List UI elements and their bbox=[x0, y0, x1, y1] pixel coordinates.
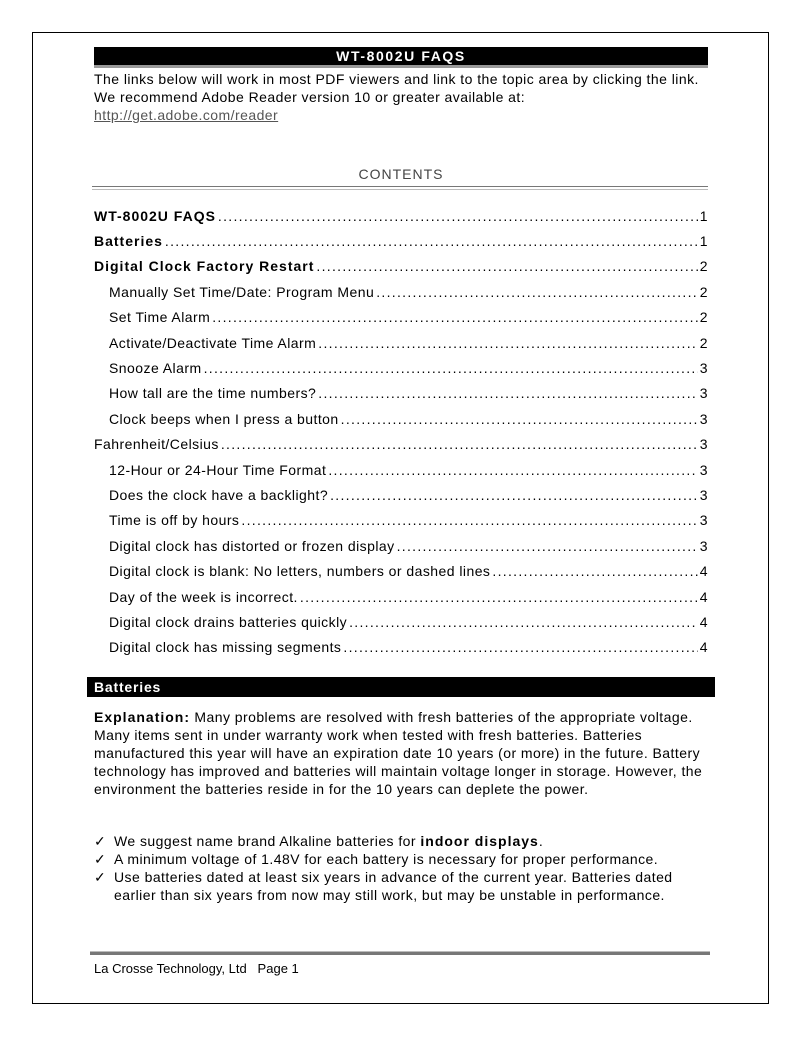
bullet-text-end: . bbox=[538, 833, 544, 849]
toc-entry-label: Digital Clock Factory Restart bbox=[94, 258, 315, 275]
toc-entry-page: 2 bbox=[699, 258, 708, 275]
list-item bbox=[94, 850, 709, 868]
footer-rule bbox=[90, 952, 710, 955]
battery-tips-list bbox=[94, 832, 709, 904]
toc-entry-page: 2 bbox=[699, 309, 708, 326]
dot-leader bbox=[221, 436, 698, 452]
toc-entry-label: Day of the week is incorrect. bbox=[109, 588, 298, 605]
toc-entry-page: 4 bbox=[699, 563, 708, 580]
document-title: WT-8002U FAQS bbox=[94, 47, 708, 68]
toc-entry[interactable] bbox=[94, 432, 708, 457]
toc-entry[interactable] bbox=[94, 457, 708, 482]
toc-entry-label: Manually Set Time/Date: Program Menu bbox=[109, 283, 375, 300]
toc-entry-page: 3 bbox=[699, 486, 708, 503]
intro-paragraph bbox=[94, 70, 714, 124]
dot-leader bbox=[397, 538, 698, 554]
dot-leader bbox=[349, 614, 698, 630]
toc-entry[interactable] bbox=[94, 330, 708, 355]
toc-entry-label: Does the clock have a backlight? bbox=[109, 486, 329, 503]
contents-rule bbox=[92, 186, 708, 187]
dot-leader bbox=[492, 563, 697, 579]
toc-entry-page: 3 bbox=[699, 360, 708, 377]
toc-entry[interactable] bbox=[94, 508, 708, 533]
dot-leader bbox=[343, 639, 697, 655]
toc-entry[interactable] bbox=[94, 203, 708, 228]
page-footer: La Crosse Technology, Ltd Page 1 bbox=[94, 961, 299, 976]
toc-entry-label: Snooze Alarm bbox=[109, 360, 202, 377]
toc-entry-label: Digital clock has missing segments bbox=[109, 639, 342, 656]
toc-entry[interactable] bbox=[94, 635, 708, 660]
explanation-label: Explanation: bbox=[94, 709, 191, 725]
toc-entry-page: 3 bbox=[699, 410, 708, 427]
intro-text: The links below will work in most PDF viewers and link to the topic area by clicking the link. We recommend Adobe Reader version 10 or greater available at: bbox=[94, 71, 699, 105]
bullet-text: We suggest name brand Alkaline batteries for bbox=[114, 833, 421, 849]
toc-entry-label: How tall are the time numbers? bbox=[109, 385, 317, 402]
dot-leader bbox=[241, 512, 697, 528]
toc-entry[interactable] bbox=[94, 609, 708, 634]
dot-leader bbox=[318, 335, 698, 351]
dot-leader bbox=[218, 208, 698, 224]
dot-leader bbox=[212, 309, 698, 325]
dot-leader bbox=[328, 462, 697, 478]
bullet-text: Use batteries dated at least six years in advance of the current year. Batteries dated earlier than six years from now may still work, but may be unstable in performance. bbox=[114, 869, 673, 903]
toc-entry-page: 3 bbox=[699, 537, 708, 554]
toc-entry[interactable] bbox=[94, 558, 708, 583]
toc-entry[interactable] bbox=[94, 381, 708, 406]
dot-leader bbox=[316, 258, 697, 274]
toc-entry-page: 4 bbox=[699, 588, 708, 605]
dot-leader bbox=[376, 284, 698, 300]
toc-entry-page: 2 bbox=[699, 283, 708, 300]
toc-entry-page: 1 bbox=[699, 233, 708, 250]
toc-entry[interactable] bbox=[94, 305, 708, 330]
list-item bbox=[94, 832, 709, 850]
toc-entry-page: 4 bbox=[699, 639, 708, 656]
checkmark-icon: ✓ bbox=[94, 869, 107, 885]
toc-entry[interactable] bbox=[94, 254, 708, 279]
explanation-text: Many problems are resolved with fresh batteries of the appropriate voltage. Many items sent in under warranty work when tested with fresh batteries. Batteries manufactured this year will have an expiration date 10 years (or more) in the future. Battery technology has improved and batteries will maintain voltage longer in storage. However, the environment the batteries reside in for the 10 years can deplete the power. bbox=[94, 709, 703, 797]
toc-entry-label: Digital clock is blank: No letters, numbers or dashed lines bbox=[109, 563, 491, 580]
dot-leader bbox=[341, 411, 698, 427]
toc-entry[interactable] bbox=[94, 406, 708, 431]
bullet-text: A minimum voltage of 1.48V for each battery is necessary for proper performance. bbox=[114, 851, 659, 867]
toc-entry[interactable] bbox=[94, 228, 708, 253]
toc-entry-label: Fahrenheit/Celsius bbox=[94, 436, 219, 453]
dot-leader bbox=[165, 233, 698, 249]
checkmark-icon: ✓ bbox=[94, 851, 107, 867]
toc-entry-label: Clock beeps when I press a button bbox=[109, 410, 339, 427]
toc-entry-page: 4 bbox=[699, 613, 708, 630]
toc-entry-label: WT-8002U FAQS bbox=[94, 207, 216, 224]
adobe-reader-link[interactable]: http://get.adobe.com/reader bbox=[94, 107, 279, 123]
bullet-bold-text: indoor displays bbox=[420, 833, 539, 849]
toc-entry[interactable] bbox=[94, 482, 708, 507]
dot-leader bbox=[300, 589, 698, 605]
toc-entry[interactable] bbox=[94, 279, 708, 304]
toc-entry-label: Set Time Alarm bbox=[109, 309, 211, 326]
toc-entry-label: Digital clock has distorted or frozen display bbox=[109, 537, 395, 554]
toc-entry-page: 3 bbox=[699, 436, 708, 453]
table-of-contents bbox=[94, 203, 708, 660]
batteries-explanation bbox=[94, 708, 709, 798]
toc-entry[interactable] bbox=[94, 533, 708, 558]
toc-entry-label: Activate/Deactivate Time Alarm bbox=[109, 334, 317, 351]
toc-entry-page: 3 bbox=[699, 512, 708, 529]
list-item bbox=[94, 868, 709, 904]
dot-leader bbox=[318, 385, 697, 401]
toc-entry[interactable] bbox=[94, 355, 708, 380]
toc-entry-label: Digital clock drains batteries quickly bbox=[109, 613, 348, 630]
toc-entry-label: 12-Hour or 24-Hour Time Format bbox=[109, 461, 327, 478]
dot-leader bbox=[330, 487, 698, 503]
dot-leader bbox=[204, 360, 698, 376]
batteries-heading: Batteries bbox=[87, 677, 715, 697]
toc-entry-page: 3 bbox=[699, 461, 708, 478]
toc-entry-page: 2 bbox=[699, 334, 708, 351]
toc-entry-label: Time is off by hours bbox=[109, 512, 240, 529]
contents-heading: CONTENTS bbox=[358, 166, 444, 182]
checkmark-icon: ✓ bbox=[94, 833, 107, 849]
toc-entry[interactable] bbox=[94, 584, 708, 609]
toc-entry-page: 3 bbox=[699, 385, 708, 402]
toc-entry-page: 1 bbox=[699, 207, 708, 224]
toc-entry-label: Batteries bbox=[94, 233, 163, 250]
